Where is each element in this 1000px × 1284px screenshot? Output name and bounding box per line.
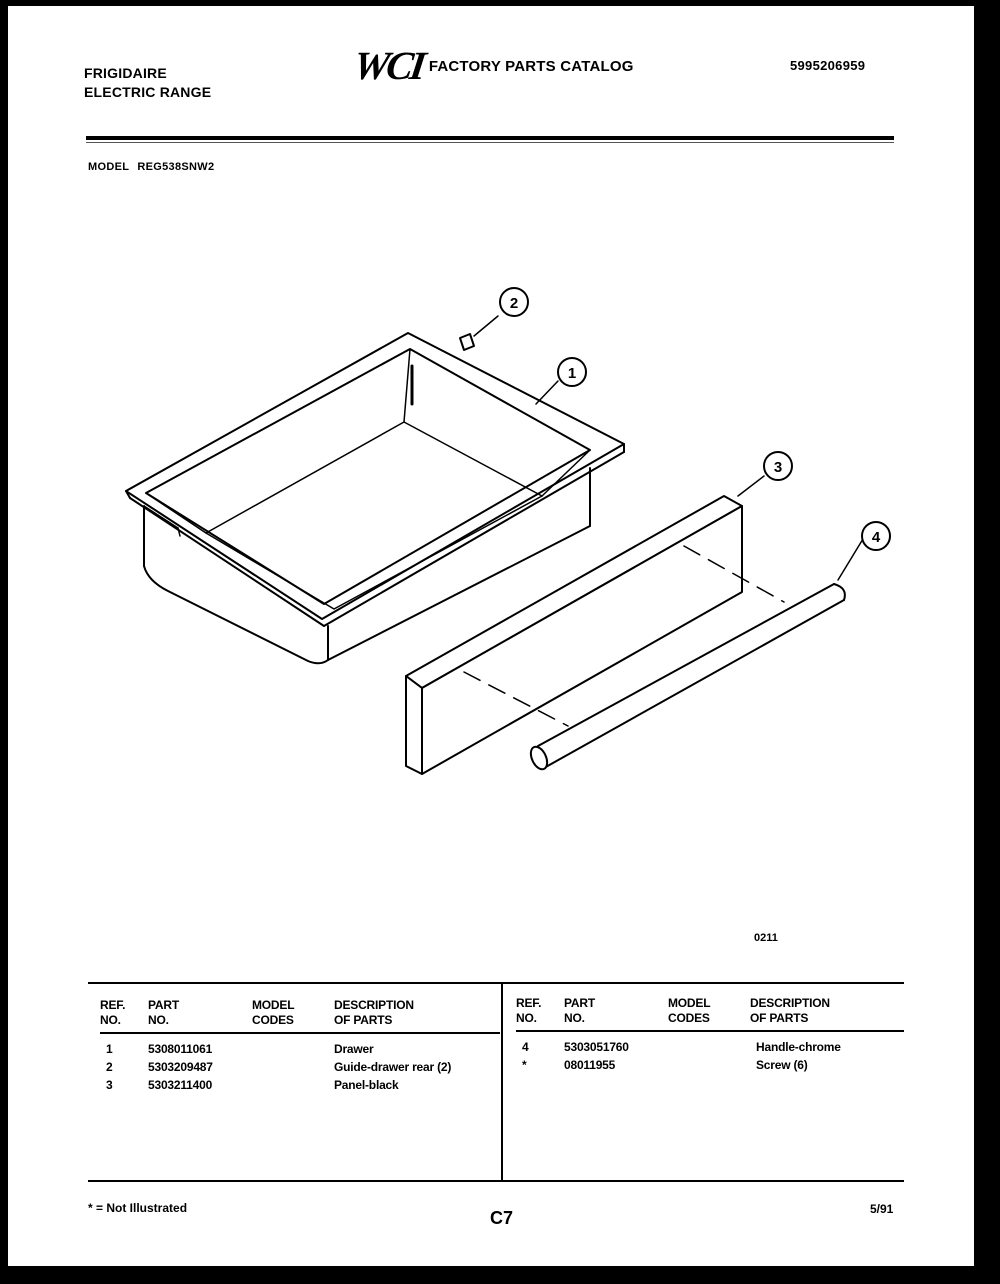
header-ref-no: REF. NO. <box>516 996 542 1025</box>
ref-no: 2 <box>106 1060 113 1074</box>
model-number: REG538SNW2 <box>137 161 215 173</box>
part-no: 5303209487 <box>148 1060 213 1074</box>
table-column-divider <box>501 984 503 1180</box>
publication-date: 5/91 <box>870 1202 894 1216</box>
footnote: * = Not Illustrated <box>88 1201 188 1215</box>
figure-id: 0211 <box>754 932 778 944</box>
table-top-rule <box>88 982 904 984</box>
parts-table <box>88 982 904 1186</box>
part-no: 5303051760 <box>564 1040 629 1054</box>
part-description: Screw (6) <box>756 1058 808 1072</box>
header-rule-right <box>516 1030 904 1032</box>
callout-4: 4 <box>871 529 881 546</box>
product-type: ELECTRIC RANGE <box>84 84 212 100</box>
table-row <box>100 1078 500 1096</box>
callout-3: 3 <box>773 459 783 476</box>
table-bottom-rule <box>88 1180 904 1182</box>
brand-name: FRIGIDAIRE <box>84 65 167 81</box>
part-description: Panel-black <box>334 1078 399 1092</box>
parts-rows-right <box>516 1040 916 1076</box>
table-row <box>100 1042 500 1060</box>
part-no: 5308011061 <box>148 1042 213 1056</box>
ref-no: 3 <box>106 1078 113 1092</box>
parts-rows-left <box>100 1042 500 1096</box>
part-no: 5303211400 <box>148 1078 213 1092</box>
header-part-no: PART NO. <box>148 998 179 1027</box>
catalog-page <box>8 6 974 1266</box>
model-label: MODEL <box>88 161 130 173</box>
guide-part <box>460 334 474 350</box>
page-code: C7 <box>490 1208 514 1228</box>
wci-logo: WCI <box>350 43 427 88</box>
header-model-codes: MODEL CODES <box>668 996 711 1025</box>
table-row <box>100 1060 500 1078</box>
callout-1: 1 <box>567 365 577 382</box>
table-row <box>516 1058 916 1076</box>
part-description: Handle-chrome <box>756 1040 841 1054</box>
header-description: DESCRIPTION OF PARTS <box>334 998 414 1027</box>
ref-no: * <box>522 1058 527 1072</box>
callout-2: 2 <box>509 295 519 312</box>
header-rule-left <box>100 1032 500 1034</box>
ref-no: 4 <box>522 1040 529 1054</box>
table-row <box>516 1040 916 1058</box>
header-description: DESCRIPTION OF PARTS <box>750 996 830 1025</box>
ref-no: 1 <box>106 1042 113 1056</box>
part-description: Drawer <box>334 1042 374 1056</box>
exploded-drawer-diagram <box>8 6 974 966</box>
catalog-title: FACTORY PARTS CATALOG <box>428 57 634 75</box>
part-description: Guide-drawer rear (2) <box>334 1060 452 1074</box>
header-model-codes: MODEL CODES <box>252 998 295 1027</box>
part-no: 08011955 <box>564 1058 616 1072</box>
header-ref-no: REF. NO. <box>100 998 126 1027</box>
catalog-number: 5995206959 <box>790 58 866 73</box>
header-part-no: PART NO. <box>564 996 595 1025</box>
